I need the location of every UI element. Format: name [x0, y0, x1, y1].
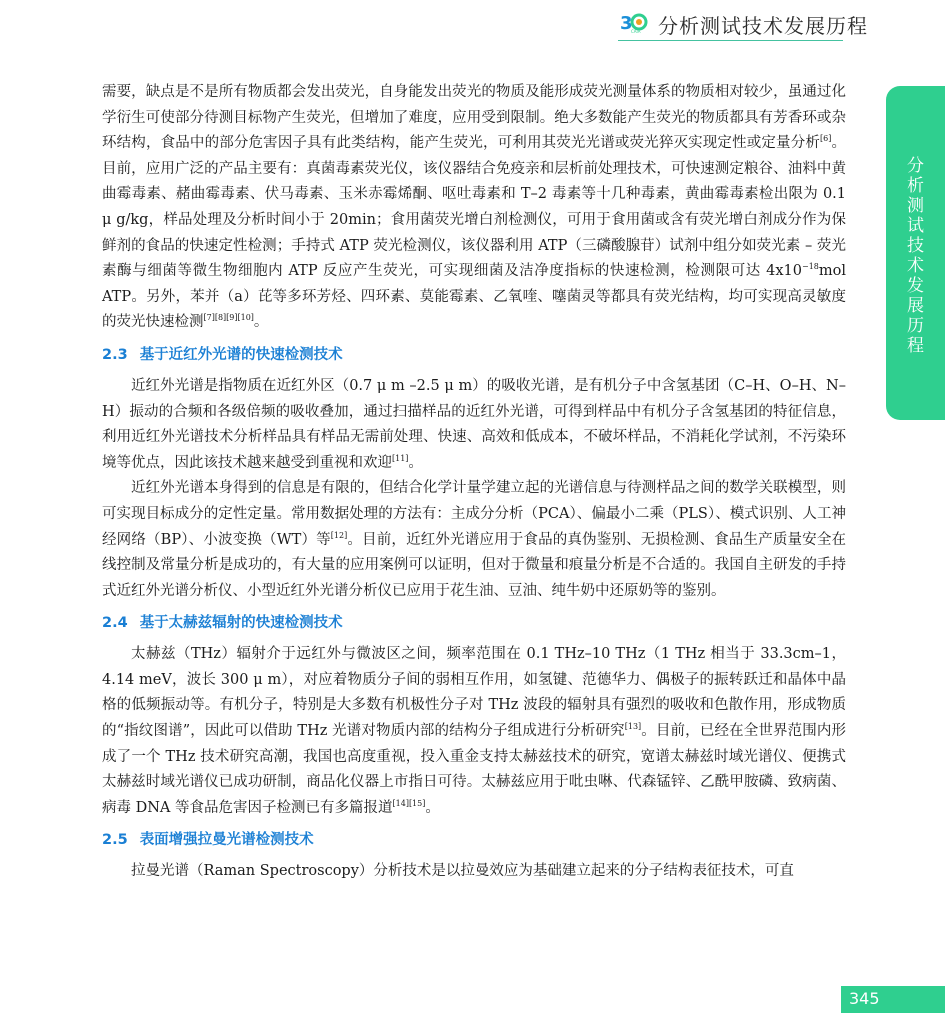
svg-text:CAIA: CAIA [631, 29, 641, 34]
page-number-box [841, 986, 945, 1013]
paragraph-text: 太赫兹（THz）辐射介于远红外与微波区之间，频率范围在 0.1 THz–10 THz（1 THz 相当于 33.3cm–1，4.14 meV，波长 300 μ m），对应着物质分子间的弱相互作用，如氢键、范德华力、偶极子的振转跃迁和晶体中晶格的低频振动等。有机分子，特别是大多数有机极性分子对 THz 波段的辐射具有强烈的吸收和色散作用，形成物质的“指纹图谱”，因此可以借助 THz 光谱对物质内部的结构分子组成进行分析研究 [102, 646, 846, 740]
header-title: 分析测试技术发展历程 [658, 14, 868, 38]
section-title: 基于近红外光谱的快速检测技术 [139, 346, 343, 363]
paragraph-raman [102, 859, 846, 885]
section-number: 2.5 [102, 832, 128, 849]
paragraph-text: 。 [425, 799, 440, 816]
paragraph-text: 需要，缺点是不是所有物质都会发出荧光，自身能发出荧光的物质及能形成荧光测量体系的物质相对较少，虽通过化学衍生可使部分待测目标物产生荧光，但增加了难度，应用受到限制。绝大多数能产生荧光的物质都具有芳香环或杂环结构，食品中的部分危害因子具有此类结构，能产生荧光，可利用其荧光光谱或荧光猝灭实现定性或定量分析 [102, 84, 846, 152]
paragraph-text: 。目前，应用广泛的产品主要有：真菌毒素荧光仪，该仪器结合免疫亲和层析前处理技术，可快速测定粮谷、油料中黄曲霉毒素、赭曲霉毒素、伏马毒素、玉米赤霉烯酮、呕吐毒素和 T–2 毒素等十几种毒素，黄曲霉毒素检出限为 0.1 μ g/kg，样品处理及分析时间小于 20min；食用菌荧光增白剂检测仪，可用于食用菌或含有荧光增白剂成分作为保鲜剂的食品的快速定性检测；手持式 ATP 荧光检测仪，该仪器利用 ATP（三磷酸腺苷）试剂中组分如荧光素 – 荧光素酶与细菌等微生物细胞内 ATP 反应产生荧光，可实现细菌及洁净度指标的快速检测，检测限可达 4x10 [102, 135, 846, 280]
citation-ref: [7][8][9][10] [203, 313, 254, 323]
citation-ref: [13] [624, 722, 642, 732]
side-chapter-tab [886, 86, 945, 420]
paragraph-text: 。 [408, 454, 423, 471]
citation-ref: [6] [820, 134, 832, 144]
article-body [102, 80, 846, 885]
paragraph-text: 近红外光谱本身得到的信息是有限的，但结合化学计量学建立起的光谱信息与待测样品之间的数学关联模型，则可实现目标成分的定性定量。常用数据处理的方法有：主成分分析（PCA）、偏最小二乘（PLS）、模式识别、人工神经网络（BP）、小波变换（WT）等 [102, 480, 846, 548]
paragraph-text: 拉曼光谱（Raman Spectroscopy）分析技术是以拉曼效应为基础建立起来的分子结构表征技术，可直 [131, 863, 794, 880]
exponent: −18 [801, 262, 819, 272]
section-heading-2-3 [102, 344, 846, 366]
side-chapter-label: 分析测试技术发展历程 [907, 156, 924, 356]
paragraph-nir-intro [102, 374, 846, 476]
citation-ref: [14][15] [392, 798, 426, 808]
paragraph-terahertz [102, 642, 846, 821]
section-title: 表面增强拉曼光谱检测技术 [139, 832, 314, 849]
section-number: 2.3 [102, 346, 128, 363]
section-heading-2-4 [102, 612, 846, 634]
anniversary-logo-icon [620, 12, 654, 34]
paragraph-fluorescence [102, 80, 846, 336]
citation-ref: [12] [330, 530, 348, 540]
paragraph-text: 。目前，近红外光谱应用于食品的真伪鉴别、无损检测、食品生产质量安全在线控制及常量分析是成功的，有大量的应用案例可以证明，但对于微量和痕量分析是不合适的。我国自主研发的手持式近红外光谱分析仪、小型近红外光谱分析仪已应用于花生油、豆油、纯牛奶中还原奶等的鉴别。 [102, 531, 846, 599]
page-number: 345 [849, 989, 880, 1008]
paragraph-text: 。 [253, 314, 269, 331]
section-number: 2.4 [102, 615, 128, 632]
citation-ref: [11] [392, 453, 409, 463]
paragraph-nir-models [102, 476, 846, 604]
page-header [0, 0, 945, 60]
section-heading-2-5 [102, 829, 846, 851]
section-title: 基于太赫兹辐射的快速检测技术 [139, 615, 343, 632]
header-divider [618, 40, 843, 41]
paragraph-text: mol ATP。另外，苯并（a）芘等多环芳烃、四环素、莫能霉素、乙氧喹、噻菌灵等都具有荧光结构，均可实现高灵敏度的荧光快速检测 [102, 263, 846, 331]
paragraph-text: 。目前，已经在全世界范围内形成了一个 THz 技术研究高潮，我国也高度重视，投入重金支持太赫兹技术的研究，宽谱太赫兹时域光谱仪、便携式太赫兹时域光谱仪已成功研制，商品化仪器上市指日可待。太赫兹应用于吡虫啉、代森锰锌、乙酰甲胺磷、致病菌、病毒 DNA 等食品危害因子检测已有多篇报道 [102, 723, 846, 816]
paragraph-text: 近红外光谱是指物质在近红外区（0.7 μ m –2.5 μ m）的吸收光谱，是有机分子中含氢基团（C–H、O–H、N–H）振动的合频和各级倍频的吸收叠加，通过扫描样品的近红外光谱，可得到样品中有机分子含氢基团的特征信息，利用近红外光谱技术分析样品具有样品无需前处理、快速、高效和低成本，不破坏样品，不消耗化学试剂，不污染环境等优点，因此该技术越来越受到重视和欢迎 [102, 377, 846, 471]
svg-text:3: 3 [620, 13, 633, 34]
